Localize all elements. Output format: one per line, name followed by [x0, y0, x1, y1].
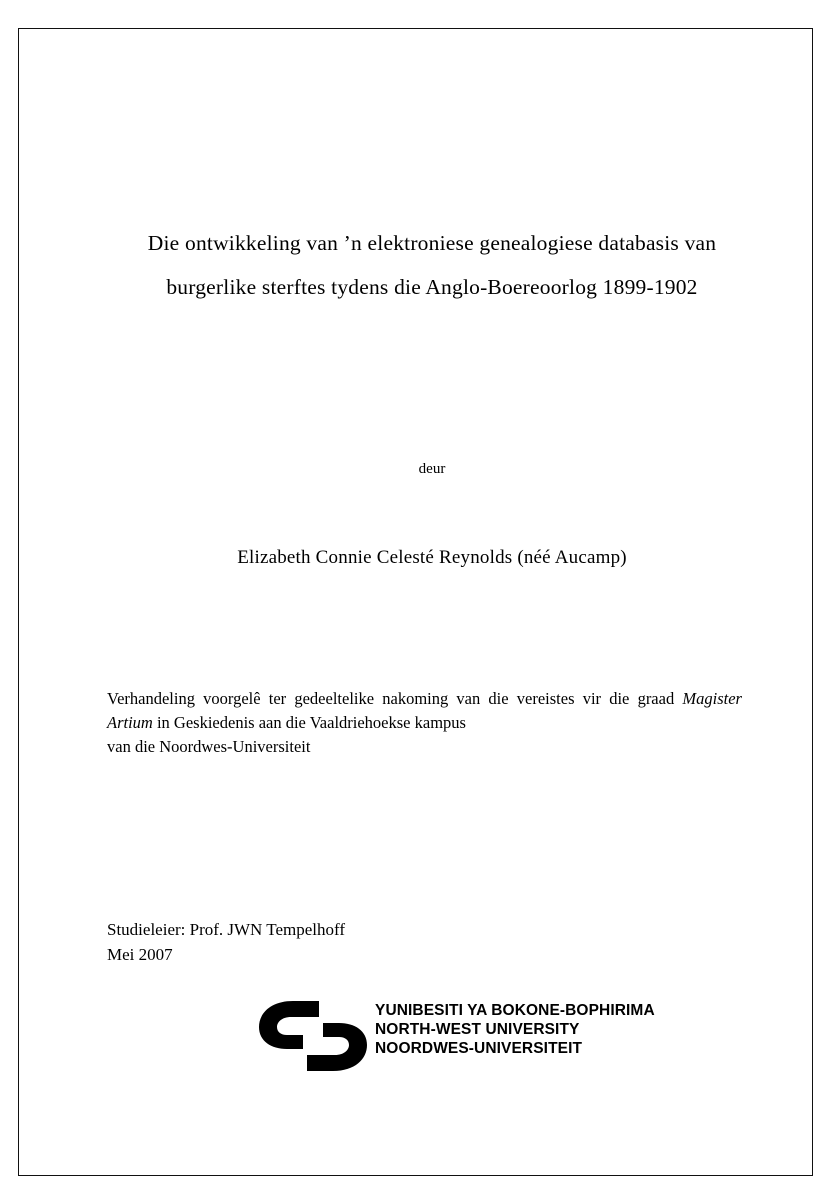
- title-line-1: Die ontwikkeling van ’n elektroniese genealogiese databasis van: [147, 231, 717, 255]
- supervisor-line: Studieleier: Prof. JWN Tempelhoff: [107, 920, 346, 939]
- page-content: [107, 29, 757, 1175]
- university-logo-text: [375, 1001, 655, 1058]
- page-border: [18, 28, 813, 1176]
- supervisor-block: [107, 917, 757, 967]
- statement-line-2-post: in Geskiedenis aan die Vaaldriehoekse kampus: [152, 713, 466, 732]
- title-line-2: burgerlike sterftes tydens die Anglo-Boereoorlog 1899-1902: [166, 275, 698, 299]
- date-line: Mei 2007: [107, 945, 173, 964]
- statement-line-1: Verhandeling voorgelê ter gedeeltelike nakoming van die vereistes vir die: [107, 689, 630, 708]
- degree-statement: [107, 687, 742, 759]
- logo-text-line-1: YUNIBESITI YA BOKONE-BOPHIRIMA: [375, 1002, 655, 1019]
- author-name: Elizabeth Connie Celesté Reynolds (néé Aucamp): [237, 547, 627, 568]
- degree-name: Magister Artium: [107, 689, 742, 732]
- statement-line-2-pre: graad: [637, 689, 683, 708]
- byline-label: deur: [418, 461, 446, 477]
- north-west-university-logo-mark-icon: [257, 999, 369, 1073]
- logo-text-line-3: NOORDWES-UNIVERSITEIT: [375, 1040, 583, 1057]
- university-logo: [257, 997, 677, 1077]
- statement-line-3: van die Noordwes-Universiteit: [107, 737, 311, 756]
- logo-text-line-2: NORTH-WEST UNIVERSITY: [375, 1021, 580, 1038]
- page-title: [107, 221, 757, 309]
